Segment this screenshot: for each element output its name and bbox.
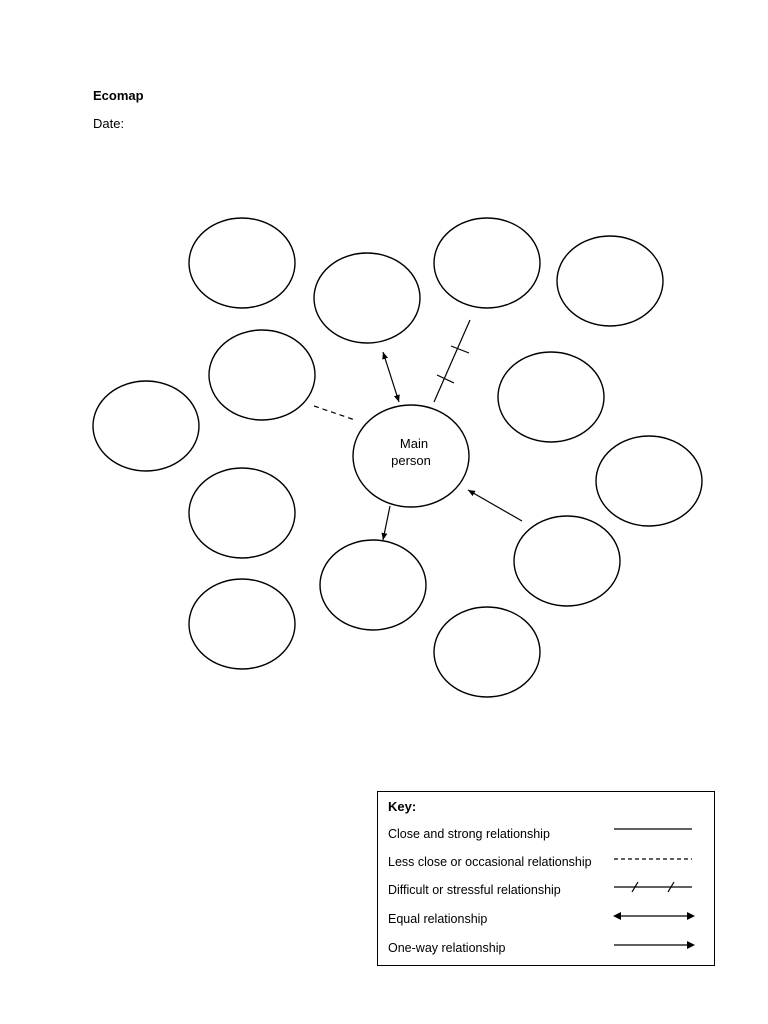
one-way-relationship-line-outgoing [383,506,390,540]
circle-right-upper [498,352,604,442]
key-dashed-line [612,853,696,865]
key-single-arrow-line [612,939,696,951]
key-legend [377,791,715,966]
key-double-arrow-line [612,910,696,922]
circle-right-lower [514,516,620,606]
circle-bottom-left [189,579,295,669]
key-label-difficult: Difficult or stressful relationship [388,883,561,897]
circle-far-left [93,381,199,471]
key-hatched-line [612,881,696,893]
document-title: Ecomap [93,88,144,103]
date-label: Date: [93,116,125,131]
difficult-relationship-line [434,320,470,402]
key-title: Key: [388,799,417,814]
circle-upper-left [209,330,315,420]
key-label-less-close: Less close or occasional relationship [388,855,592,869]
circle-top-right [434,218,540,308]
main-person-label-line1: Main [399,436,429,451]
key-label-equal: Equal relationship [388,912,488,926]
circle-lower-middle [320,540,426,630]
equal-relationship-line [383,352,399,402]
key-label-one-way: One-way relationship [388,941,506,955]
circle-far-right [596,436,702,526]
key-label-close: Close and strong relationship [388,827,550,841]
circle-middle-left [189,468,295,558]
one-way-relationship-line-incoming [468,490,522,521]
circle-far-top-right [557,236,663,326]
circle-top-left [189,218,295,308]
less-close-relationship-line [314,406,355,420]
circle-bottom-middle [434,607,540,697]
main-person-label-line2: person [391,453,431,468]
key-solid-line [612,823,696,835]
circle-top-middle [314,253,420,343]
